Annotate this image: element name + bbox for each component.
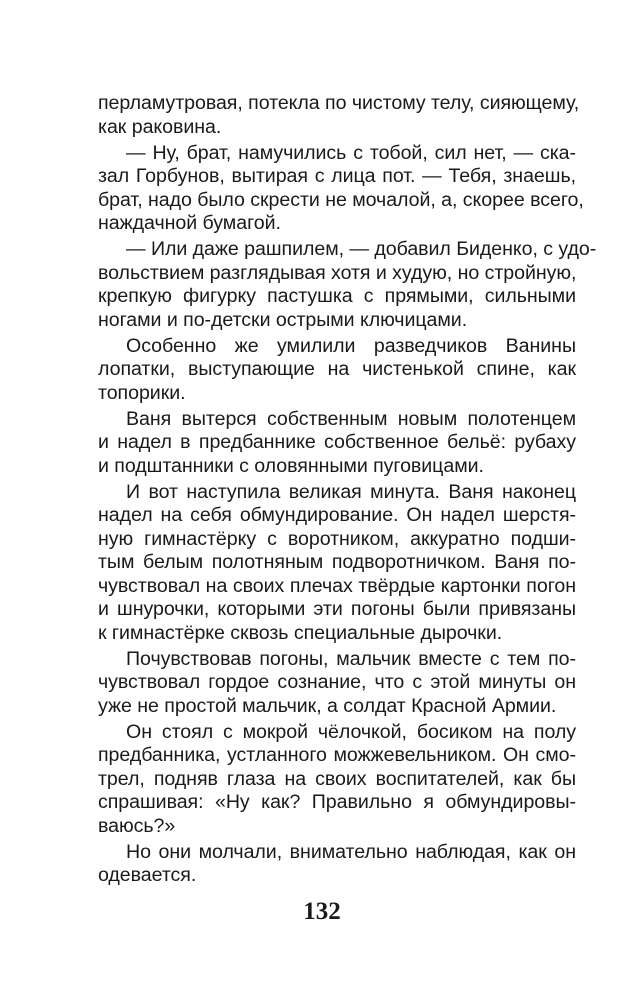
- text-line: и подштанники с оловянными пуговицами.: [98, 454, 484, 477]
- page-number: 132: [303, 898, 341, 925]
- text-line: Ваня вытерся собственным новым полотенцем: [126, 407, 576, 430]
- text-line: И вот наступила великая минута. Ваня наконец: [126, 480, 576, 503]
- text-line: лопатки, выступающие на чистенькой спине, как: [98, 358, 576, 380]
- text-line: как раковина.: [98, 115, 222, 138]
- text-line: брат, надо было скрести не мочалой, а, скорее всего,: [98, 188, 584, 211]
- body-text: [98, 92, 597, 890]
- text-line: ваюсь?»: [98, 814, 176, 837]
- text-line: спрашивая: «Ну как? Правильно я обмундировы-: [98, 791, 576, 813]
- paragraph: [98, 841, 576, 888]
- text-line: зал Горбунов, вытирая с лица пот. — Тебя, знаешь,: [98, 165, 576, 187]
- text-line: и надел в предбаннике собственное бельё: рубаху: [98, 431, 576, 453]
- paragraph: [98, 648, 576, 719]
- text-line: Но они молчали, внимательно наблюдая, как он: [126, 840, 576, 863]
- text-line: Особенно же умилили разведчиков Ванины: [126, 334, 576, 357]
- paragraph: [98, 721, 576, 839]
- text-line: и шнурочки, которыми эти погоны были привязаны: [98, 598, 576, 620]
- paragraph: [98, 92, 580, 139]
- paragraph: [98, 408, 576, 479]
- paragraph: [98, 481, 576, 646]
- text-line: крепкую фигурку пастушка с прямыми, сильными: [98, 285, 576, 307]
- text-line: ногами и по-детски острыми ключицами.: [98, 308, 468, 331]
- text-line: уже не простой мальчик, а солдат Красной Армии.: [98, 694, 557, 717]
- text-line: Почувствовав погоны, мальчик вместе с тем по-: [126, 647, 576, 670]
- text-line: перламутровая, потекла по чистому телу, сияющему,: [98, 92, 580, 114]
- text-line: — Или даже рашпилем, — добавил Биденко, с удо-: [126, 238, 597, 260]
- text-line: наждачной бумагой.: [98, 212, 281, 234]
- paragraph: [98, 335, 576, 406]
- text-line: одевается.: [98, 864, 197, 886]
- text-line: — Ну, брат, намучились с тобой, сил нет, — ска-: [126, 141, 576, 164]
- text-line: предбанника, устланного можжевельником. Он смо-: [98, 744, 576, 766]
- text-line: трел, подняв глаза на своих воспитателей, как бы: [98, 767, 576, 790]
- text-line: надел на себя обмундирование. Он надел шерстя-: [98, 504, 576, 526]
- paragraph: [98, 238, 597, 332]
- text-line: чувствовал на своих плечах твёрдые картонки погон: [98, 574, 576, 597]
- text-line: Он стоял с мокрой чёлочкой, босиком на полу: [126, 720, 576, 743]
- text-line: ную гимнастёрку с воротником, аккуратно подши-: [98, 527, 576, 550]
- text-line: вольствием разглядывая хотя и худую, но стройную,: [98, 261, 577, 284]
- text-line: топорики.: [98, 381, 186, 404]
- text-line: тым белым полотняным подворотничком. Ваня по-: [98, 551, 576, 573]
- text-line: чувствовал гордое сознание, что с этой минуты он: [98, 671, 576, 693]
- paragraph: [98, 141, 584, 236]
- text-line: к гимнастёрке сквозь специальные дырочки.: [98, 621, 503, 644]
